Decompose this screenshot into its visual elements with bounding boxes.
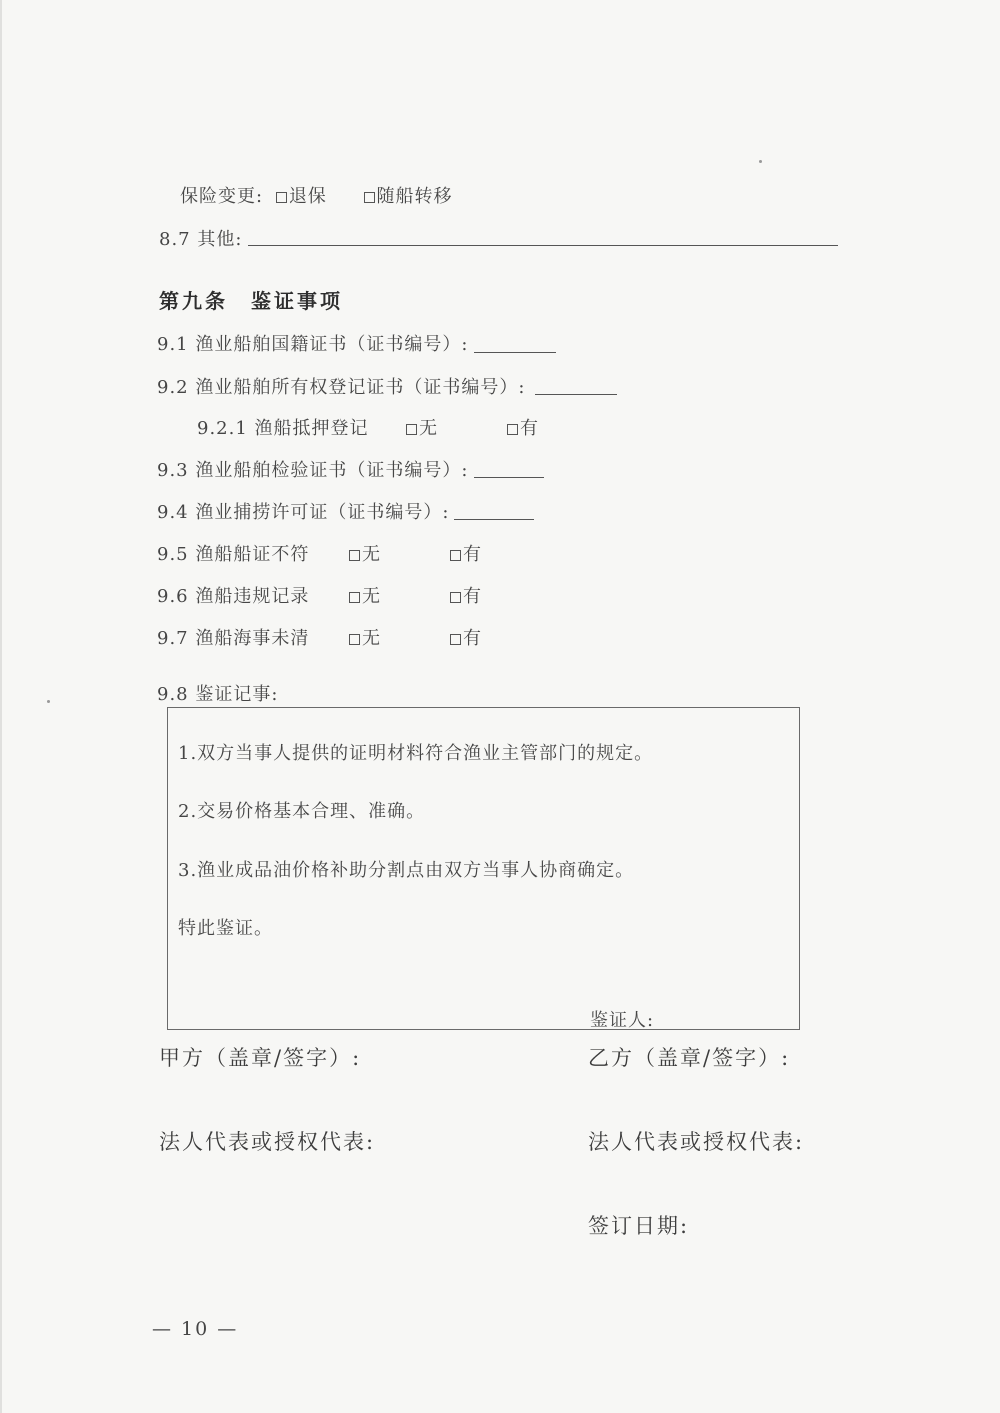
note-line-1: 1.双方当事人提供的证明材料符合渔业主管部门的规定。: [178, 743, 654, 764]
checkbox-transfer[interactable]: [364, 186, 453, 207]
none-label: 无: [362, 544, 381, 565]
have-label: 有: [463, 586, 482, 607]
item-9-3: 9.3 渔业船舶检验证书（证书编号）:: [157, 460, 469, 481]
item-9-4-blank[interactable]: [454, 519, 534, 520]
checkbox-icon: [406, 424, 417, 435]
item-9-5-have[interactable]: [450, 540, 482, 566]
insurance-change-label: 保险变更:: [180, 186, 264, 207]
none-label: 无: [362, 628, 381, 649]
none-label: 无: [362, 586, 381, 607]
certifier-label: 鉴证人:: [590, 1010, 655, 1031]
item-9-5: 9.5 渔船船证不符: [157, 544, 310, 565]
item-9-6-none[interactable]: [349, 582, 381, 608]
scan-speck: [759, 160, 762, 163]
note-line-3: 3.渔业成品油价格补助分割点由双方当事人协商确定。: [178, 860, 635, 881]
item-9-2-1-have[interactable]: [507, 414, 539, 440]
note-line-2: 2.交易价格基本合理、准确。: [178, 801, 426, 822]
other-label: 8.7 其他:: [159, 229, 243, 250]
checkbox-icon: [450, 634, 461, 645]
item-9-7: 9.7 渔船海事未清: [157, 628, 310, 649]
item-9-2: 9.2 渔业船舶所有权登记证书（证书编号）:: [157, 377, 526, 398]
checkbox-icon: [276, 192, 287, 203]
item-9-1-blank[interactable]: [474, 352, 556, 353]
page-number: — 10 —: [152, 1318, 239, 1340]
checkbox-icon: [364, 192, 375, 203]
have-label: 有: [520, 418, 539, 439]
checkbox-icon: [349, 550, 360, 561]
item-9-4: 9.4 渔业捕捞许可证（证书编号）:: [157, 502, 450, 523]
item-9-2-1-none[interactable]: [406, 414, 438, 440]
item-9-6-have[interactable]: [450, 582, 482, 608]
insurance-change-row: [180, 182, 453, 208]
transfer-label: 随船转移: [376, 186, 453, 207]
notes-label: 9.8 鉴证记事:: [157, 684, 279, 705]
have-label: 有: [463, 628, 482, 649]
scan-speck: [47, 700, 50, 703]
item-9-3-blank[interactable]: [474, 477, 544, 478]
rep-b-label: 法人代表或授权代表:: [588, 1130, 805, 1154]
checkbox-surrender[interactable]: [276, 186, 327, 207]
item-9-2-1: 9.2.1 渔船抵押登记: [197, 418, 369, 439]
item-9-6: 9.6 渔船违规记录: [157, 586, 310, 607]
item-9-1: 9.1 渔业船舶国籍证书（证书编号）:: [157, 334, 469, 355]
rep-a-label: 法人代表或授权代表:: [159, 1130, 376, 1154]
party-b-label: 乙方（盖章/签字）:: [588, 1046, 791, 1070]
surrender-label: 退保: [288, 186, 327, 207]
checkbox-icon: [450, 550, 461, 561]
checkbox-icon: [349, 634, 360, 645]
checkbox-icon: [349, 592, 360, 603]
note-line-4: 特此鉴证。: [178, 918, 273, 939]
checkbox-icon: [450, 592, 461, 603]
article-9-heading: 第九条 鉴证事项: [159, 289, 343, 313]
have-label: 有: [463, 544, 482, 565]
item-9-7-none[interactable]: [349, 624, 381, 650]
item-9-5-none[interactable]: [349, 540, 381, 566]
sign-date-label: 签订日期:: [588, 1214, 690, 1238]
item-9-2-blank[interactable]: [535, 394, 617, 395]
item-9-7-have[interactable]: [450, 624, 482, 650]
party-a-label: 甲方（盖章/签字）:: [159, 1046, 362, 1070]
checkbox-icon: [507, 424, 518, 435]
none-label: 无: [419, 418, 438, 439]
other-blank-line[interactable]: [248, 245, 838, 246]
